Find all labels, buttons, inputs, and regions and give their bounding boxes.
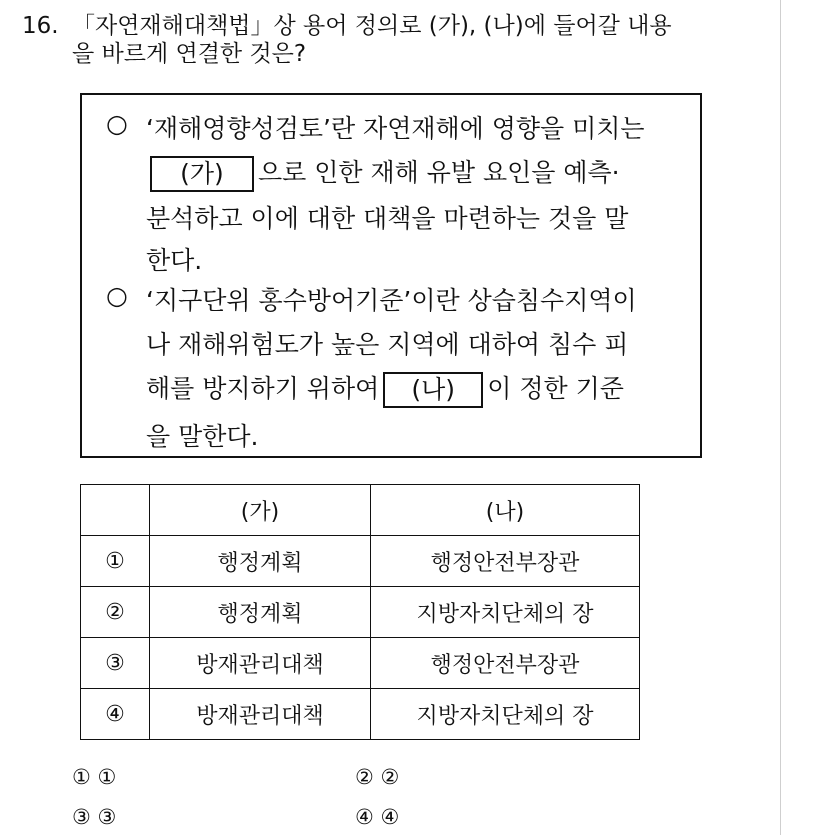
option-text: ④ <box>380 805 400 829</box>
item2-line-3-before: 해를 방지하기 위하여 <box>146 374 380 403</box>
table-cell: 행정안전부장관 <box>371 638 640 689</box>
table-row <box>81 587 640 638</box>
answer-option-2[interactable] <box>355 765 399 789</box>
option-marker: ④ <box>355 805 374 829</box>
option-marker: ② <box>355 765 374 789</box>
table-cell: 지방자치단체의 장 <box>371 689 640 740</box>
question-line-1 <box>22 12 762 40</box>
table-cell: 행정안전부장관 <box>371 536 640 587</box>
question-header <box>22 12 762 68</box>
bullet-2: ○ <box>106 281 128 310</box>
table-header-cell: (가) <box>150 485 371 536</box>
answer-option-3[interactable] <box>72 805 116 829</box>
answer-option-1[interactable] <box>72 765 116 789</box>
option-text: ③ <box>97 805 117 829</box>
item2-line-4: 을 말한다. <box>146 422 259 451</box>
option-marker: ③ <box>72 805 91 829</box>
table-cell: 지방자치단체의 장 <box>371 587 640 638</box>
item1-line-2-text: 으로 인한 재해 유발 요인을 예측· <box>258 158 620 187</box>
table-row <box>81 689 640 740</box>
bullet-1: ○ <box>106 109 128 138</box>
table-cell: ② <box>81 587 150 638</box>
option-text: ① <box>97 765 117 789</box>
table-cell: ③ <box>81 638 150 689</box>
blank-ga: (가) <box>150 156 254 192</box>
table-cell: 방재관리대책 <box>150 638 371 689</box>
item2-line-1: ‘지구단위 홍수방어기준’이란 상습침수지역이 <box>146 286 637 315</box>
table-cell: 행정계획 <box>150 587 371 638</box>
table-cell: 행정계획 <box>150 536 371 587</box>
table-header-cell: (나) <box>371 485 640 536</box>
table-cell: ④ <box>81 689 150 740</box>
table-row <box>81 638 640 689</box>
answer-table <box>80 484 640 740</box>
blank-na: (나) <box>383 372 483 408</box>
item1-line-2 <box>146 153 620 192</box>
answer-option-4[interactable] <box>355 805 399 829</box>
question-text-1: 「자연재해대책법」상 용어 정의로 (가), (나)에 들어갈 내용 <box>72 13 672 39</box>
table-row <box>81 536 640 587</box>
table-header-cell <box>81 485 150 536</box>
question-line-2: 을 바르게 연결한 것은? <box>72 41 307 67</box>
item1-line-1: ‘재해영향성검토’란 자연재해에 영향을 미치는 <box>146 114 645 143</box>
table-cell: 방재관리대책 <box>150 689 371 740</box>
item2-line-3 <box>146 369 624 408</box>
table-header-row <box>81 485 640 536</box>
item2-line-3-after: 이 정한 기준 <box>487 374 624 403</box>
option-marker: ① <box>72 765 91 789</box>
question-number: 16. <box>22 13 59 39</box>
item2-line-2: 나 재해위험도가 높은 지역에 대하여 침수 피 <box>146 330 629 359</box>
table-cell: ① <box>81 536 150 587</box>
definition-box <box>80 93 702 458</box>
option-text: ② <box>380 765 400 789</box>
item1-line-4: 한다. <box>146 246 203 275</box>
item1-line-3: 분석하고 이에 대한 대책을 마련하는 것을 말 <box>146 204 629 233</box>
page-divider <box>780 0 781 835</box>
